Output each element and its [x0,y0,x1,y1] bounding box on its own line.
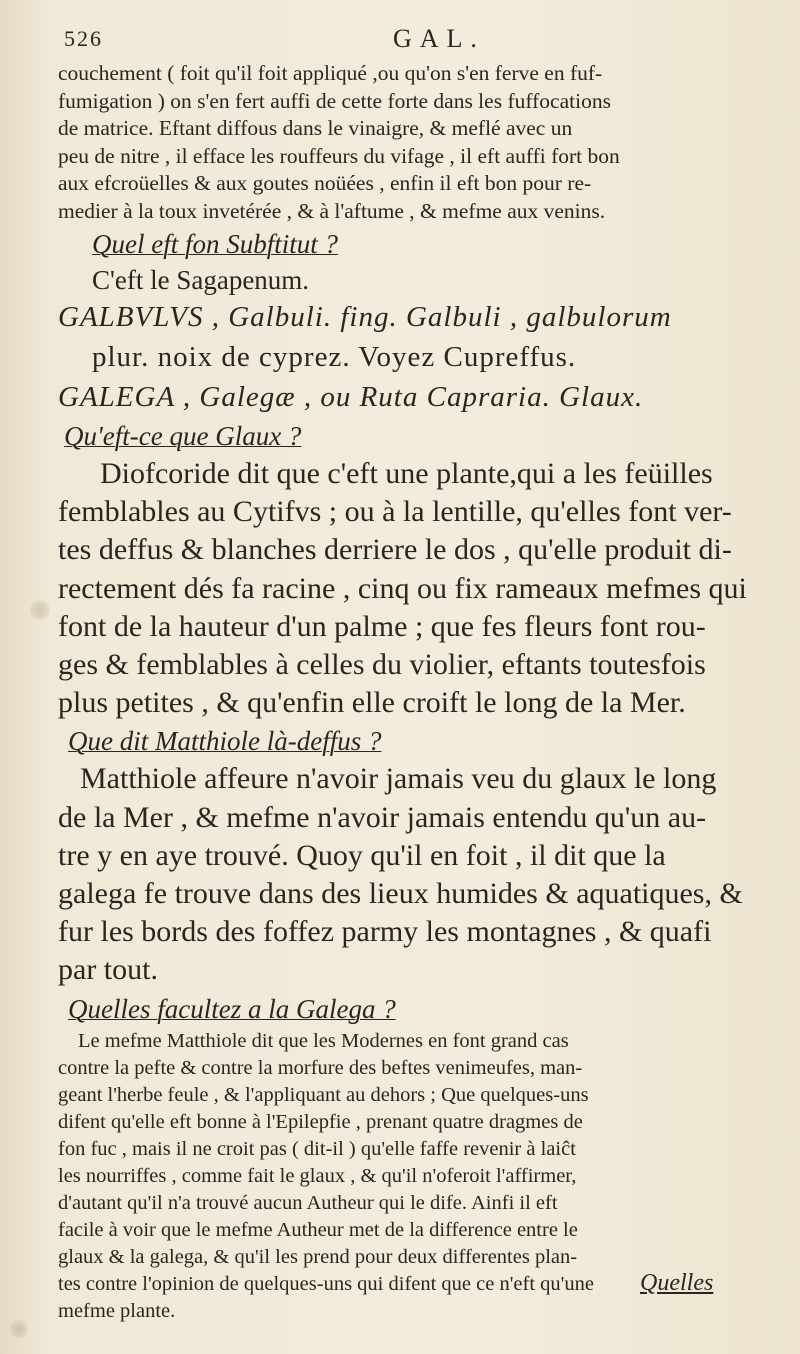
page-text [58,20,788,1325]
text-line: plus petites , & qu'enfin elle croift le long de la Mer. [58,686,686,720]
text-line: medier à la toux invetérée , & à l'aftume , & mefme aux venins. [58,198,606,223]
text-line: tes contre l'opinion de quelques-uns qui difent que ce n'eft qu'une [58,1272,594,1295]
text-line: de matrice. Eftant diffous dans le vinaigre, & meflé avec un [58,116,573,140]
text-line: peu de nitre , il efface les rouffeurs du vifage , il eft auffi fort bon [58,143,620,168]
text-line: fumigation ) on s'en fert auffi de cette forte dans les fuffocations [58,88,611,113]
intro-paragraph [58,60,788,225]
question-glaux: Qu'eft-ce que Glaux ? [64,421,302,451]
text-line: tre y en aye trouvé. Quoy qu'il en foit , il dit que la [58,838,666,872]
text-line: Le mefme Matthiole dit que les Modernes en font grand cas [78,1029,569,1052]
text-line: glaux & la galega, & qu'il les prend pour deux differentes plan- [58,1245,578,1268]
ink-blot [30,600,50,620]
text-line: mefme plante. [58,1299,176,1322]
paragraph-dioscoride [58,455,788,722]
catchword: Quelles [640,1270,714,1296]
page-header [58,20,788,60]
text-line: Matthiole affeure n'avoir jamais veu du glaux le long [80,762,717,796]
text-line: couchement ( foit qu'il foit appliqué ,ou qu'on s'en ferve en fuf- [58,61,603,85]
question-substitute: Quel eft fon Subftitut ? [92,229,338,259]
text-line: difent qu'elle eft bonne à l'Epilepfie , prenant quatre dragmes de [58,1110,583,1133]
text-line: fur les bords des foffez parmy les montagnes , & quafi [58,915,712,949]
text-line: aux efcroüelles & aux goutes noüées , enfin il eft bon pour re- [58,171,592,195]
text-line: rectement dés fa racine , cinq ou fix rameaux mefmes qui [58,571,747,605]
text-line: femblables au Cytifvs ; ou à la lentille, qu'elles font ver- [58,495,732,529]
question-galega: Quelles facultez a la Galega ? [68,993,396,1024]
text-line: les nourriffes , comme fait le glaux , & qu'il n'oferoit l'affirmer, [58,1164,577,1187]
paragraph-matthiole [58,760,788,989]
text-line: fon fuc , mais il ne croit pas ( dit-il ) qu'elle faffe revenir à laiĉt [58,1137,576,1160]
text-line: de la Mer , & mefme n'avoir jamais entendu qu'un au- [58,800,707,834]
heading-galega: GALEGA , Galegæ , ou Ruta Capraria. Glaux. [58,381,644,413]
text-line: geant l'herbe feule , & l'appliquant au dehors ; Que quelques-uns [58,1083,589,1106]
text-line: Diofcoride dit que c'eft une plante,qui a les feüilles [100,457,713,490]
text-line: par tout. [58,953,158,987]
text-line: d'autant qu'il n'a trouvé aucun Autheur qui le dife. Ainfi il eft [58,1191,558,1214]
running-head: GAL. [393,24,485,53]
text-line: galega fe trouve dans des lieux humides & aquatiques, & [58,877,743,911]
entry-headings [58,297,788,417]
heading-galbulus-cont: plur. noix de cyprez. Voyez Cupreffus. [92,341,577,373]
text-line: ges & femblables à celles du violier, eftants toutesfois [58,648,706,682]
text-line: tes deffus & blanches derriere le dos , qu'elle produit di- [58,533,732,567]
ink-blot [10,1320,28,1338]
question-matthiole: Que dit Matthiole là-deffus ? [68,726,382,757]
text-line: font de la hauteur d'un palme ; que fes fleurs font rou- [58,609,706,643]
text-line: facile à voir que le mefme Autheur met de la difference entre le [58,1218,578,1241]
answer-substitute: C'eft le Sagapenum. [92,265,310,295]
page-number: 526 [64,26,103,51]
text-line: contre la pefte & contre la morfure des beftes venimeufes, man- [58,1056,583,1079]
heading-galbulus: GALBVLVS , Galbuli. fing. Galbuli , galbulorum [58,301,672,333]
